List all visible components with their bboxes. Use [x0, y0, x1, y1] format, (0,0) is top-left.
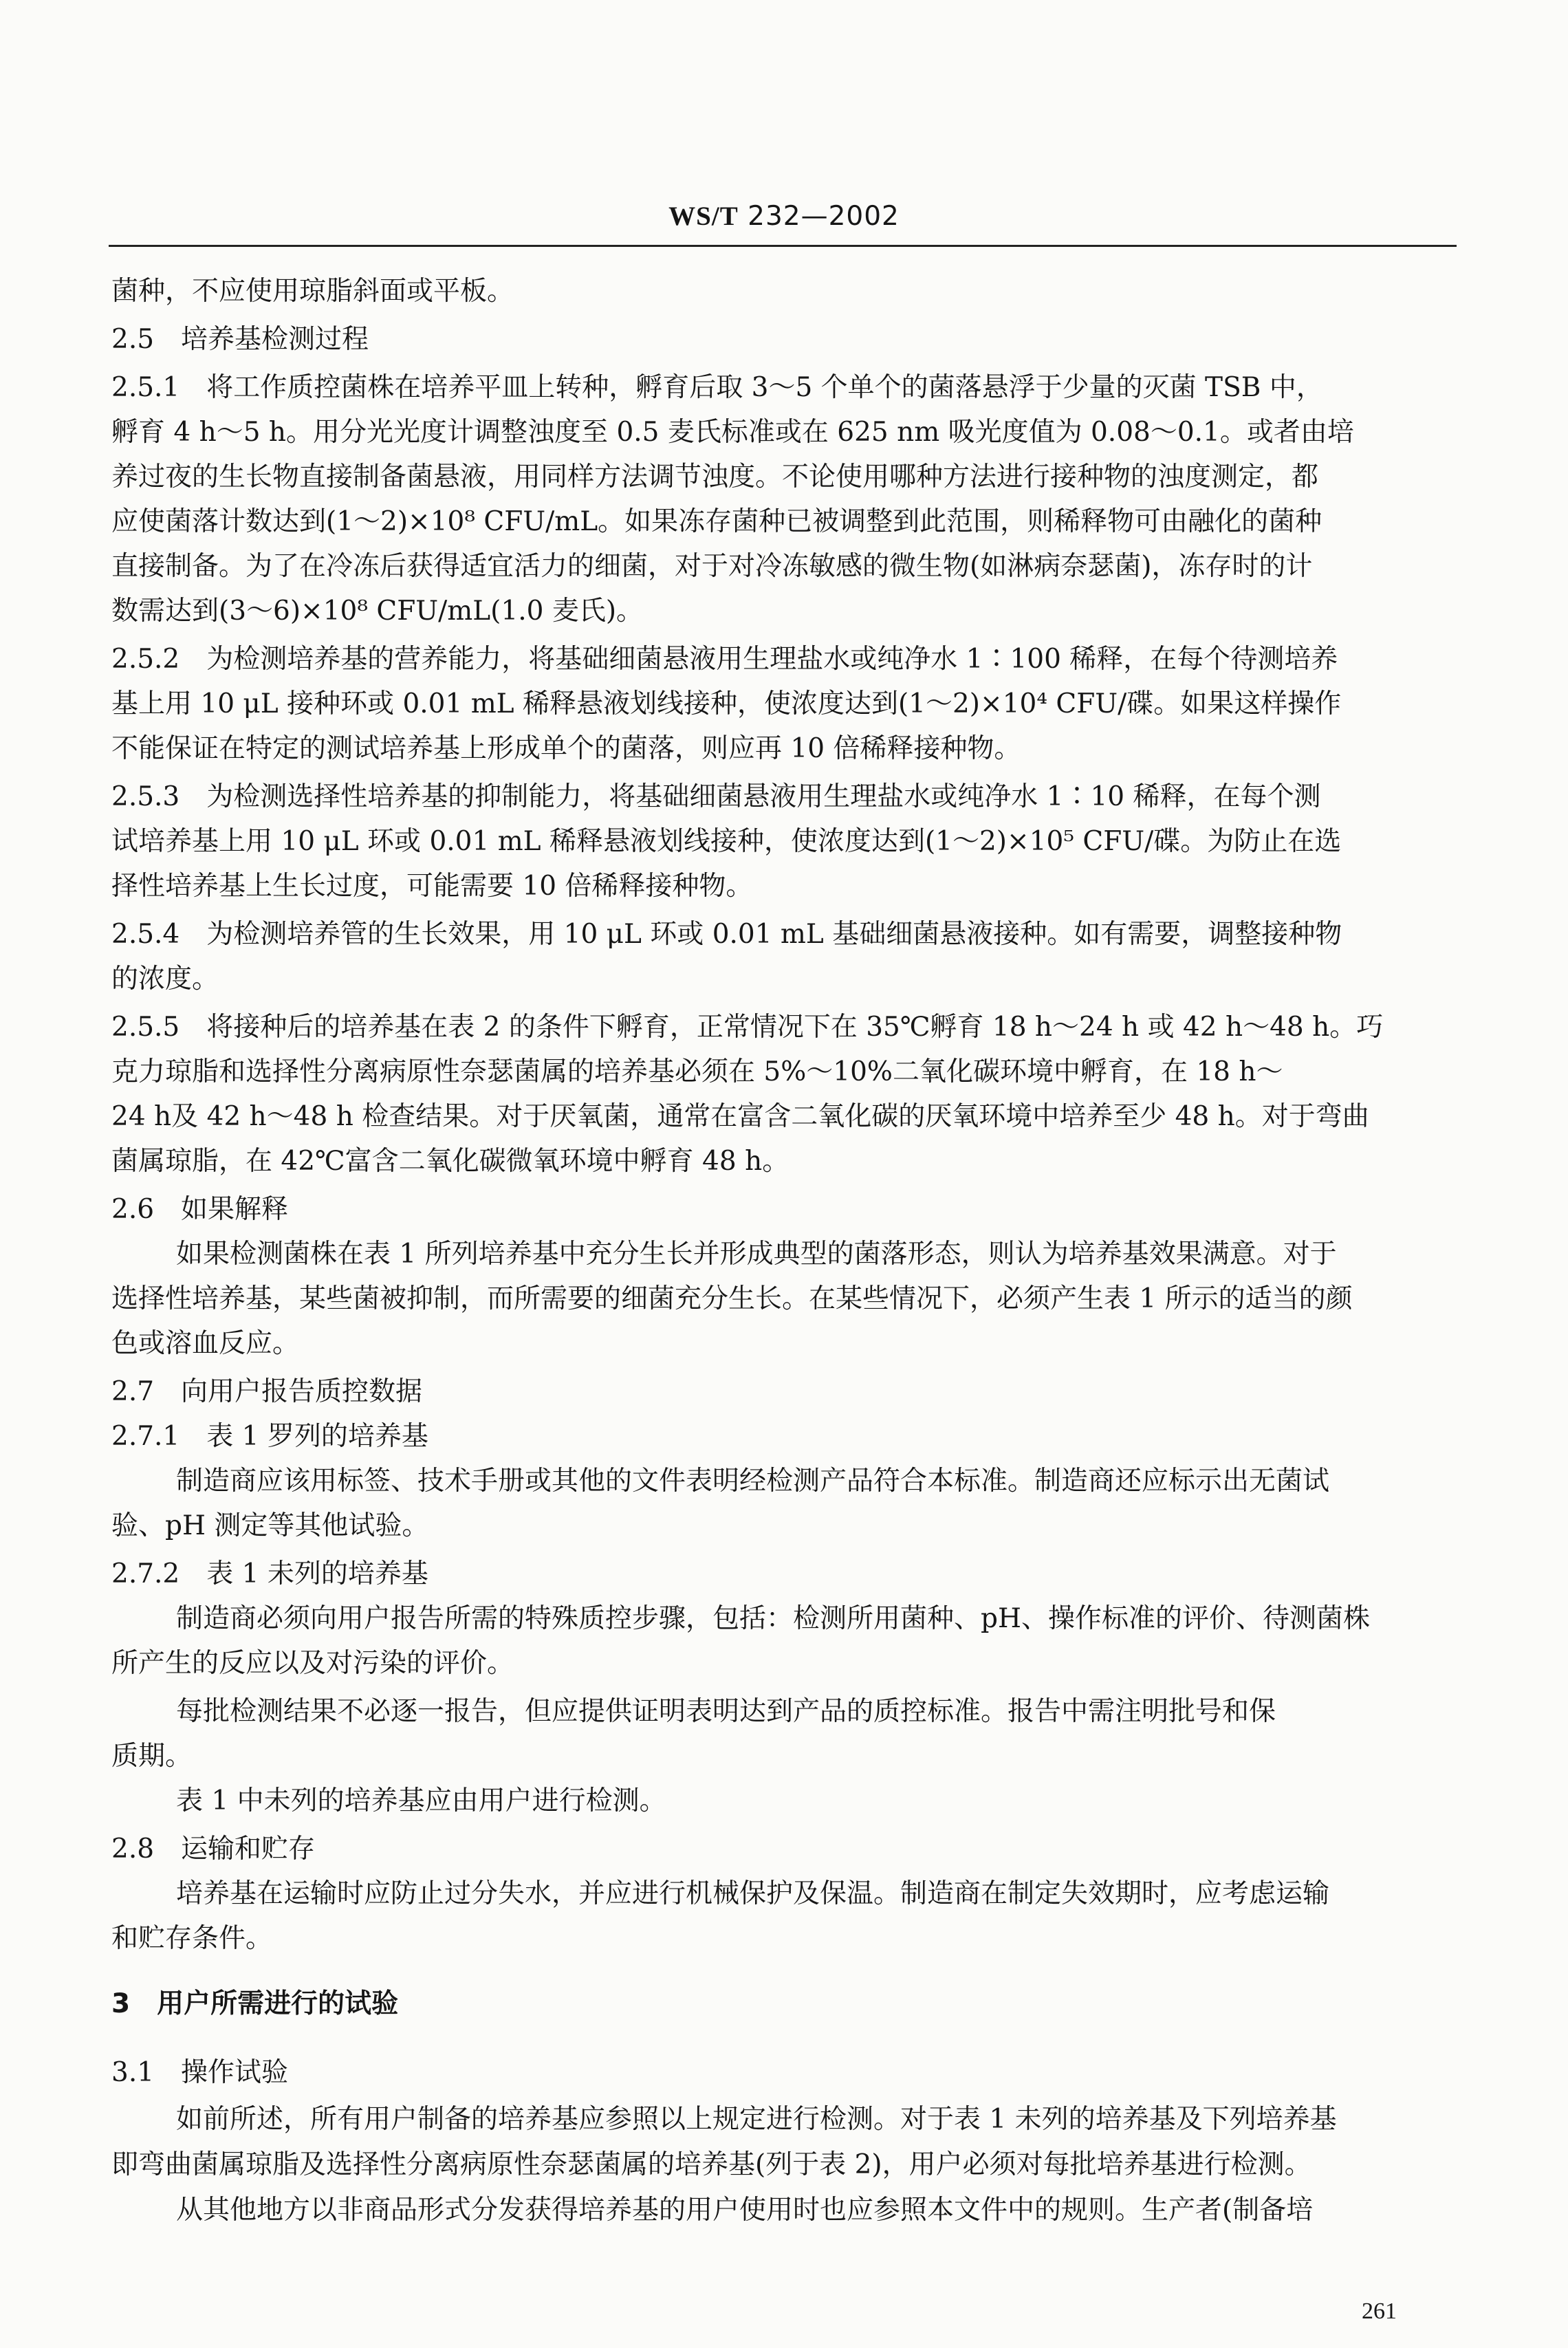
section-heading: 2.7.2 表 1 未列的培养基: [111, 1558, 428, 1589]
page-number: 261: [1362, 2298, 1397, 2324]
text-line: 试培养基上用 10 μL 环或 0.01 mL 稀释悬液划线接种，使浓度达到(1～2)×10⁵ CFU/碟。为防止在选: [111, 826, 1342, 857]
text-line: 如果检测菌株在表 1 所列培养基中充分生长并形成典型的菌落形态，则认为培养基效果满意。对于: [176, 1239, 1337, 1270]
section-heading: 2.7 向用户报告质控数据: [111, 1376, 423, 1407]
header-rule: [109, 245, 1457, 247]
text-line: 2.5.4 为检测培养管的生长效果，用 10 μL 环或 0.01 mL 基础细菌悬液接种。如有需要，调整接种物: [111, 919, 1342, 950]
text-line: 每批检测结果不必逐一报告，但应提供证明表明达到产品的质控标准。报告中需注明批号和保: [176, 1696, 1276, 1727]
text-line: 如前所述，所有用户制备的培养基应参照以上规定进行检测。对于表 1 未列的培养基及下列培养基: [176, 2104, 1337, 2135]
section-heading: 2.8 运输和贮存: [111, 1834, 316, 1865]
text-line: 菌种，不应使用琼脂斜面或平板。: [111, 276, 514, 307]
text-line: 培养基在运输时应防止过分失水，并应进行机械保护及保温。制造商在制定失效期时，应考虑运输: [176, 1878, 1330, 1909]
text-line: 克力琼脂和选择性分离病原性奈瑟菌属的培养基必须在 5%～10%二氧化碳环境中孵育，在 18 h～: [111, 1056, 1283, 1087]
text-line: 2.5.3 为检测选择性培养基的抑制能力，将基础细菌悬液用生理盐水或纯净水 1∶10 稀释，在每个测: [111, 781, 1321, 812]
text-line: 不能保证在特定的测试培养基上形成单个的菌落，则应再 10 倍稀释接种物。: [111, 733, 1021, 764]
text-line: 基上用 10 μL 接种环或 0.01 mL 稀释悬液划线接种，使浓度达到(1～2)×10⁴ CFU/碟。如果这样操作: [111, 688, 1342, 719]
standard-prefix: WS/T: [668, 202, 739, 231]
text-line: 2.5.5 将接种后的培养基在表 2 的条件下孵育，正常情况下在 35℃孵育 18 h～24 h 或 42 h～48 h。巧: [111, 1012, 1384, 1043]
document-header: [0, 201, 1568, 232]
text-line: 2.5.2 为检测培养基的营养能力，将基础细菌悬液用生理盐水或纯净水 1∶100 稀释，在每个待测培养: [111, 644, 1338, 675]
text-line: 质期。: [111, 1741, 193, 1772]
section-heading: 2.5 培养基检测过程: [111, 324, 369, 355]
text-line: 表 1 中未列的培养基应由用户进行检测。: [176, 1785, 666, 1816]
standard-code: 232—2002: [748, 201, 900, 232]
text-line: 制造商必须向用户报告所需的特殊质控步骤，包括：检测所用菌种、pH、操作标准的评价、待测菌株: [176, 1603, 1370, 1634]
section-heading: 3.1 操作试验: [111, 2057, 289, 2088]
text-line: 选择性培养基，某些菌被抑制，而所需要的细菌充分生长。在某些情况下，必须产生表 1 所示的适当的颜: [111, 1283, 1353, 1314]
text-line: 制造商应该用标签、技术手册或其他的文件表明经检测产品符合本标准。制造商还应标示出无菌试: [176, 1466, 1330, 1497]
section-heading: 2.6 如果解释: [111, 1194, 289, 1225]
text-line: 直接制备。为了在冷冻后获得适宜活力的细菌，对于对冷冻敏感的微生物(如淋病奈瑟菌)，冻存时的计: [111, 551, 1313, 582]
section-heading: 2.7.1 表 1 罗列的培养基: [111, 1421, 428, 1452]
text-line: 24 h及 42 h～48 h 检查结果。对于厌氧菌，通常在富含二氧化碳的厌氧环境中培养至少 48 h。对于弯曲: [111, 1101, 1369, 1132]
text-line: 孵育 4 h～5 h。用分光光度计调整浊度至 0.5 麦氏标准或在 625 nm 吸光度值为 0.08～0.1。或者由培: [111, 417, 1354, 448]
text-line: 所产生的反应以及对污染的评价。: [111, 1648, 514, 1679]
text-line: 菌属琼脂，在 42℃富含二氧化碳微氧环境中孵育 48 h。: [111, 1146, 790, 1177]
text-line: 2.5.1 将工作质控菌株在培养平皿上转种，孵育后取 3～5 个单个的菌落悬浮于少量的灭菌 TSB 中，: [111, 372, 1323, 403]
chapter-heading: 3 用户所需进行的试验: [111, 1988, 399, 2019]
text-line: 和贮存条件。: [111, 1923, 273, 1954]
text-line: 应使菌落计数达到(1～2)×10⁸ CFU/mL。如果冻存菌种已被调整到此范围，则稀释物可由融化的菌种: [111, 506, 1322, 537]
text-line: 从其他地方以非商品形式分发获得培养基的用户使用时也应参照本文件中的规则。生产者(制备培: [176, 2195, 1314, 2226]
text-line: 择性培养基上生长过度，可能需要 10 倍稀释接种物。: [111, 871, 753, 902]
text-line: 验、pH 测定等其他试验。: [111, 1510, 429, 1541]
text-line: 色或溶血反应。: [111, 1328, 300, 1359]
text-line: 即弯曲菌属琼脂及选择性分离病原性奈瑟菌属的培养基(列于表 2)，用户必须对每批培养基进行检测。: [111, 2149, 1311, 2180]
text-line: 数需达到(3～6)×10⁸ CFU/mL(1.0 麦氏)。: [111, 596, 644, 627]
text-line: 养过夜的生长物直接制备菌悬液，用同样方法调节浊度。不论使用哪种方法进行接种物的浊度测定，都: [111, 461, 1319, 492]
text-line: 的浓度。: [111, 964, 219, 994]
